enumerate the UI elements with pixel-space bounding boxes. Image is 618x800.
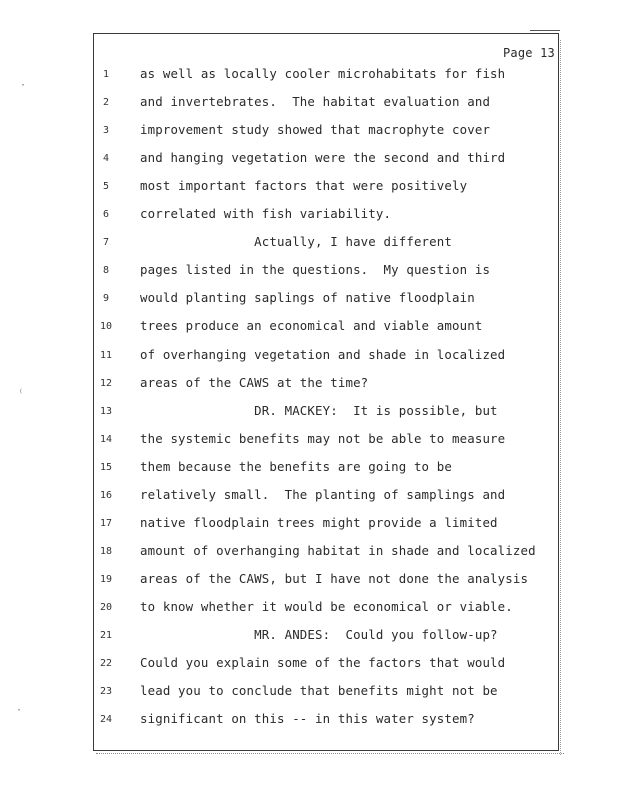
transcript-line <box>0 542 618 562</box>
transcript-line <box>0 486 618 506</box>
scan-speck-mark: · <box>16 705 23 716</box>
transcript-line <box>0 682 618 702</box>
transcript-line <box>0 65 618 85</box>
line-number: 7 <box>102 237 110 249</box>
transcript-line <box>0 458 618 478</box>
line-number: 18 <box>99 545 113 557</box>
line-text: correlated with fish variability. <box>140 206 392 222</box>
line-number: 12 <box>99 377 113 389</box>
transcript-line <box>0 710 618 730</box>
line-text: and hanging vegetation were the second and third <box>140 150 506 166</box>
transcript-line <box>0 233 618 253</box>
line-text: areas of the CAWS at the time? <box>140 374 369 390</box>
transcript-line <box>0 374 618 394</box>
line-text: trees produce an economical and viable amount <box>140 318 483 334</box>
transcript-line <box>0 289 618 309</box>
line-number: 10 <box>99 321 113 333</box>
line-number: 24 <box>99 714 113 726</box>
line-text: improvement study showed that macrophyte cover <box>140 122 491 138</box>
line-text: Actually, I have different <box>140 234 453 250</box>
line-number: 22 <box>99 658 113 670</box>
transcript-line <box>0 317 618 337</box>
line-text: amount of overhanging habitat in shade and localized <box>140 542 536 558</box>
line-text: them because the benefits are going to be <box>140 458 453 474</box>
transcript-line <box>0 346 618 366</box>
line-number: 17 <box>99 517 113 529</box>
line-text: would planting saplings of native floodplain <box>140 290 475 306</box>
line-number: 15 <box>99 461 113 473</box>
line-number: 8 <box>102 265 110 277</box>
line-text: native floodplain trees might provide a limited <box>140 514 498 530</box>
line-number: 6 <box>102 209 110 221</box>
line-number: 19 <box>99 573 113 585</box>
line-number: 2 <box>102 97 110 109</box>
line-text: significant on this -- in this water system? <box>140 711 475 727</box>
transcript-line <box>0 430 618 450</box>
line-number: 14 <box>99 433 113 445</box>
line-number: 11 <box>99 349 113 361</box>
line-number: 5 <box>102 181 110 193</box>
page-top-tick <box>530 30 560 31</box>
line-text: the systemic benefits may not be able to measure <box>140 430 506 446</box>
line-text: areas of the CAWS, but I have not done the analysis <box>140 570 529 586</box>
line-text: Could you explain some of the factors that would <box>140 655 506 671</box>
transcript-line <box>0 654 618 674</box>
transcript-line <box>0 205 618 225</box>
transcript-line <box>0 570 618 590</box>
line-number: 23 <box>99 686 113 698</box>
line-number: 3 <box>102 125 110 137</box>
line-text: as well as locally cooler microhabitats for fish <box>140 66 506 81</box>
line-number: 21 <box>99 630 113 641</box>
transcript-line <box>0 177 618 197</box>
transcript-line <box>0 598 618 618</box>
line-number: 20 <box>99 601 113 613</box>
line-text: relatively small. The planting of samplings and <box>140 486 506 502</box>
scan-speck-mark: · <box>20 80 27 91</box>
line-text: DR. MACKEY: It is possible, but <box>140 402 498 418</box>
line-number: 9 <box>102 293 110 305</box>
transcript-line <box>0 261 618 281</box>
line-number: 13 <box>99 405 113 417</box>
line-text: and invertebrates. The habitat evaluation and <box>140 94 491 110</box>
line-number: 16 <box>99 489 113 501</box>
scan-speck-mark: ⁽ <box>18 388 25 399</box>
line-text: pages listed in the questions. My question is <box>140 262 491 278</box>
line-text: to know whether it would be economical or viable. <box>140 598 513 614</box>
line-number: 1 <box>102 69 110 80</box>
transcript-line <box>0 402 618 422</box>
transcript-line <box>0 149 618 169</box>
transcript-line <box>0 514 618 534</box>
page-edge-shadow <box>560 40 565 755</box>
page-number: Page 13 <box>503 46 555 60</box>
line-text: MR. ANDES: Could you follow-up? <box>140 627 498 642</box>
line-text: most important factors that were positively <box>140 178 468 194</box>
line-number: 4 <box>102 153 110 165</box>
transcript-line <box>0 93 618 113</box>
line-text: lead you to conclude that benefits might not be <box>140 683 498 699</box>
line-text: of overhanging vegetation and shade in localized <box>140 346 506 362</box>
transcript-line <box>0 121 618 141</box>
page-bottom-rule <box>96 753 564 754</box>
transcript-line <box>0 626 618 646</box>
